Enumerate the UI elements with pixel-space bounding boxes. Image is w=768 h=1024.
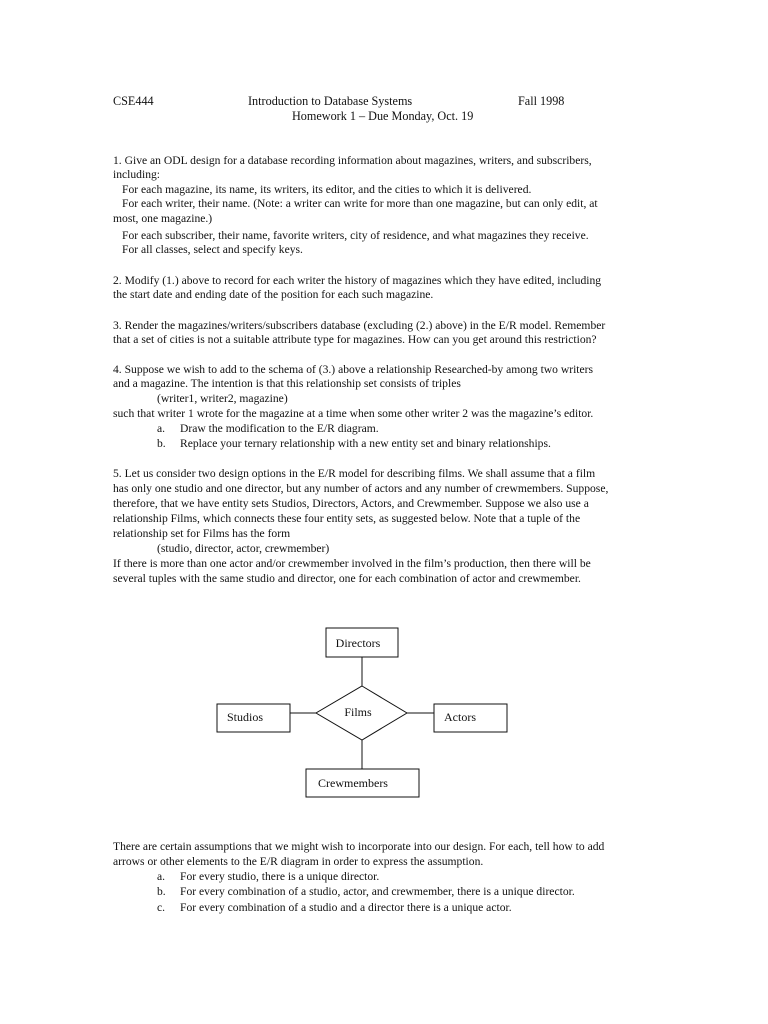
label-directors: Directors [335,636,381,650]
q4-line-4: such that writer 1 wrote for the magazine at a time when some other writer 2 was the magazine’s editor. [113,407,594,420]
assumptions-line-1: There are certain assumptions that we might wish to incorporate into our design. For each, tell how to add [113,840,605,853]
assumptions-line-2: arrows or other elements to the E/R diagram in order to express the assumption. [113,855,484,868]
q4-a-label: a. [157,422,166,435]
label-actors: Actors [444,710,476,724]
assumption-a-text: For every studio, there is a unique director. [180,870,380,883]
assumption-c-text: For every combination of a studio and a director there is a unique actor. [180,901,512,914]
q2-line-1: 2. Modify (1.) above to record for each writer the history of magazines which they have edited, including [113,274,602,287]
q5-tuple: (studio, director, actor, crewmember) [157,542,330,555]
q4-a-text: Draw the modification to the E/R diagram. [180,422,379,435]
homework-title: Homework 1 – Due Monday, Oct. 19 [292,109,474,123]
q2-line-2: the start date and ending date of the position for each such magazine. [113,288,434,301]
q5-line-3: therefore, that we have entity sets Studios, Directors, Actors, and Crewmember. Suppose we also use a [113,497,589,510]
assumption-a-label: a. [157,870,166,883]
q4-line-1: 4. Suppose we wish to add to the schema of (3.) above a relationship Researched-by among two writers [113,363,594,376]
course-title: Introduction to Database Systems [248,94,413,108]
q3-line-1: 3. Render the magazines/writers/subscribers database (excluding (2.) above) in the E/R model. Remember [113,319,606,332]
q5-line-8: several tuples with the same studio and director, one for each combination of actor and crewmember. [113,572,581,585]
q5-line-1: 5. Let us consider two design options in the E/R model for describing films. We shall assume that a film [113,467,596,480]
course-code: CSE444 [113,94,154,108]
assumption-b-label: b. [157,885,166,898]
q1-line-1: 1. Give an ODL design for a database recording information about magazines, writers, and subscribers, [113,154,592,167]
q4-triple: (writer1, writer2, magazine) [157,392,288,405]
q4-b-label: b. [157,437,166,450]
assumption-b-text: For every combination of a studio, actor, and crewmember, there is a unique director. [180,885,575,898]
q5-line-2: has only one studio and one director, but any number of actors and any number of crewmembers. Suppose, [113,482,609,495]
q1-line-6: For each subscriber, their name, favorite writers, city of residence, and what magazines they receive. [122,229,589,242]
label-crewmembers: Crewmembers [318,776,388,790]
assumption-c-label: c. [157,901,166,914]
label-studios: Studios [226,710,264,724]
q3-line-2: that a set of cities is not a suitable attribute type for magazines. How can you get around this restriction? [113,333,597,346]
q1-line-3: For each magazine, its name, its writers, its editor, and the cities to which it is delivered. [122,183,532,196]
q1-line-2: including: [113,168,161,181]
q5-line-5: relationship set for Films has the form [113,527,291,540]
term: Fall 1998 [518,94,565,108]
q4-line-2: and a magazine. The intention is that this relationship set consists of triples [113,377,461,390]
label-films: Films [344,705,372,719]
q5-line-7: If there is more than one actor and/or crewmember involved in the film’s production, then there will be [113,557,591,570]
q1-line-5: most, one magazine.) [113,212,213,225]
q5-line-4: relationship Films, which connects these four entity sets, as suggested below. Note that a tuple of the [113,512,581,525]
q1-line-4: For each writer, their name. (Note: a writer can write for more than one magazine, but can only edit, at [122,197,598,210]
q4-b-text: Replace your ternary relationship with a new entity set and binary relationships. [180,437,551,450]
q1-line-7: For all classes, select and specify keys. [122,243,303,256]
